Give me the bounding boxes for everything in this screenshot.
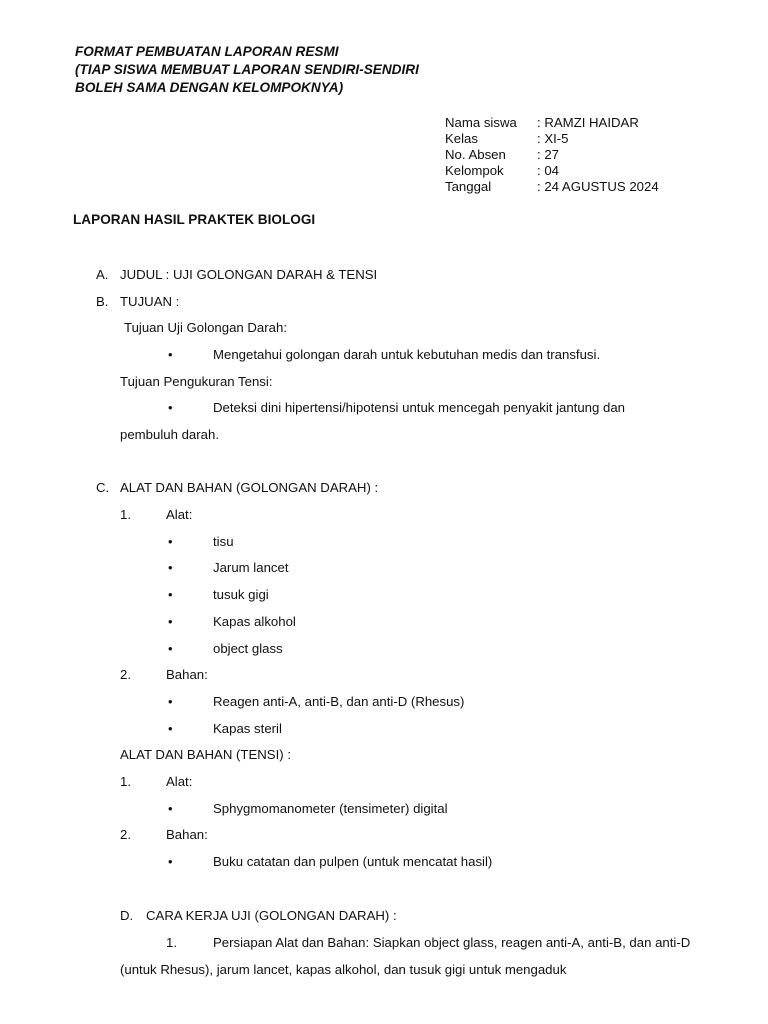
section-a-marker: A. xyxy=(96,267,109,282)
tensi-bahan-label: Bahan: xyxy=(166,827,208,842)
alat-item: Jarum lancet xyxy=(213,560,289,575)
alat-item: object glass xyxy=(213,641,283,656)
bullet-icon: • xyxy=(168,400,173,415)
bullet-icon: • xyxy=(168,347,173,362)
step-1-line1: Persiapan Alat dan Bahan: Siapkan object glass, reagen anti-A, anti-B, dan anti-D xyxy=(213,935,691,950)
tensi-title: ALAT DAN BAHAN (TENSI) : xyxy=(120,747,291,762)
alat-item: Kapas alkohol xyxy=(213,614,296,629)
tensi-alat-label: Alat: xyxy=(166,774,193,789)
step-number: 1. xyxy=(166,935,177,950)
info-value-kelompok: : 04 xyxy=(537,163,559,178)
format-note-line1: (TIAP SISWA MEMBUAT LAPORAN SENDIRI-SENDIRI xyxy=(75,62,419,77)
info-value-nama: : RAMZI HAIDAR xyxy=(537,115,639,130)
bullet-icon: • xyxy=(168,614,173,629)
info-label-kelas: Kelas xyxy=(445,131,478,146)
alat-item: tisu xyxy=(213,534,234,549)
section-b-marker: B. xyxy=(96,294,109,309)
bahan-item: Reagen anti-A, anti-B, dan anti-D (Rhesus) xyxy=(213,694,465,709)
tensi-alat-item: Sphygmomanometer (tensimeter) digital xyxy=(213,801,448,816)
tensi-alat-number: 1. xyxy=(120,774,131,789)
bahan-item: Kapas steril xyxy=(213,721,282,736)
tensi-bahan-number: 2. xyxy=(120,827,131,842)
tujuan-tensi-heading: Tujuan Pengukuran Tensi: xyxy=(120,374,273,389)
report-title: LAPORAN HASIL PRAKTEK BIOLOGI xyxy=(73,212,316,227)
format-note-line2: BOLEH SAMA DENGAN KELOMPOKNYA) xyxy=(75,80,344,95)
bullet-icon: • xyxy=(168,534,173,549)
section-b-title: TUJUAN : xyxy=(120,294,180,309)
section-c-title: ALAT DAN BAHAN (GOLONGAN DARAH) : xyxy=(120,480,379,495)
alat-item: tusuk gigi xyxy=(213,587,269,602)
section-c-marker: C. xyxy=(96,480,110,495)
section-d-title: CARA KERJA UJI (GOLONGAN DARAH) : xyxy=(146,908,397,923)
info-label-tanggal: Tanggal xyxy=(445,179,492,194)
info-value-tanggal: : 24 AGUSTUS 2024 xyxy=(537,179,659,194)
info-value-kelas: : XI-5 xyxy=(537,131,569,146)
bullet-icon: • xyxy=(168,560,173,575)
bullet-icon: • xyxy=(168,801,173,816)
info-label-absen: No. Absen xyxy=(445,147,506,162)
tujuan-golongan-item: Mengetahui golongan darah untuk kebutuhan medis dan transfusi. xyxy=(213,347,601,362)
tujuan-tensi-item-line2: pembuluh darah. xyxy=(120,427,219,442)
section-a-judul: JUDUL : UJI GOLONGAN DARAH & TENSI xyxy=(120,267,378,282)
format-title: FORMAT PEMBUATAN LAPORAN RESMI xyxy=(75,44,339,59)
bullet-icon: • xyxy=(168,854,173,869)
info-label-nama: Nama siswa xyxy=(445,115,517,130)
bullet-icon: • xyxy=(168,587,173,602)
section-d-marker: D. xyxy=(120,908,134,923)
bahan-number: 2. xyxy=(120,667,131,682)
tensi-bahan-item: Buku catatan dan pulpen (untuk mencatat hasil) xyxy=(213,854,493,869)
bullet-icon: • xyxy=(168,694,173,709)
alat-label: Alat: xyxy=(166,507,193,522)
tujuan-golongan-heading: Tujuan Uji Golongan Darah: xyxy=(124,320,287,335)
bahan-label: Bahan: xyxy=(166,667,208,682)
bullet-icon: • xyxy=(168,641,173,656)
info-label-kelompok: Kelompok xyxy=(445,163,504,178)
bullet-icon: • xyxy=(168,721,173,736)
step-1-line2: (untuk Rhesus), jarum lancet, kapas alkohol, dan tusuk gigi untuk mengaduk xyxy=(120,962,567,977)
tujuan-tensi-item-line1: Deteksi dini hipertensi/hipotensi untuk mencegah penyakit jantung dan xyxy=(213,400,626,415)
info-value-absen: : 27 xyxy=(537,147,559,162)
alat-number: 1. xyxy=(120,507,131,522)
